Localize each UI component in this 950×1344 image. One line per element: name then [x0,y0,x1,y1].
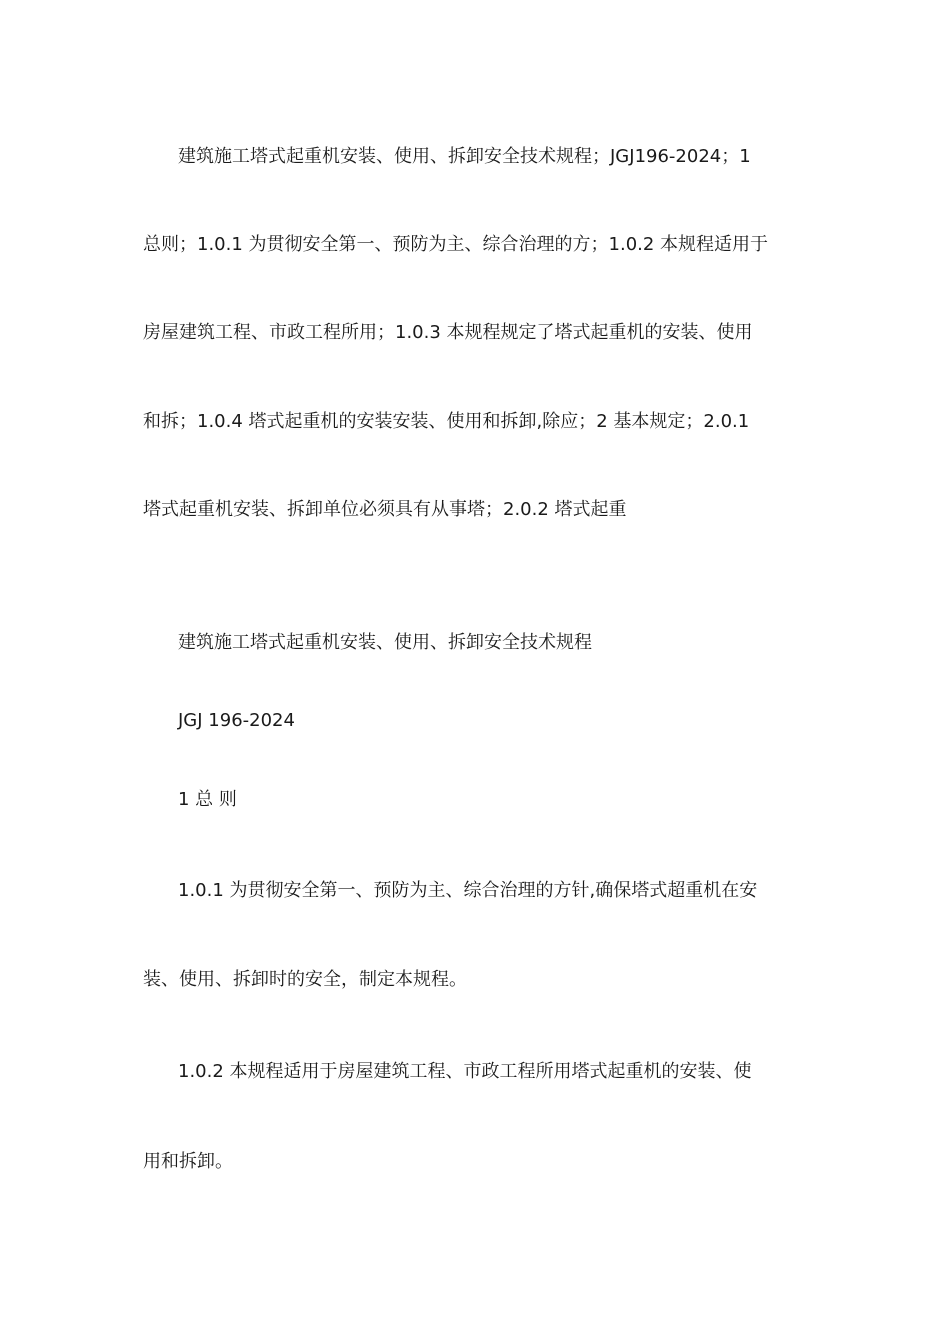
standard-code: JGJ 196-2024 [178,710,295,731]
clause-1-0-1-line-1: 1.0.1 为贯彻安全第一、预防为主、综合治理的方针,确保塔式超重机在安 [178,880,758,901]
clause-1-0-2-line-1: 1.0.2 本规程适用于房屋建筑工程、市政工程所用塔式起重机的安装、使 [178,1061,752,1082]
summary-line-2: 总则；1.0.1 为贯彻安全第一、预防为主、综合治理的方；1.0.2 本规程适用于 [143,234,769,255]
clause-1-0-1-line-2: 装、使用、拆卸时的安全，制定本规程。 [143,969,467,990]
summary-line-5: 塔式起重机安装、拆卸单位必须具有从事塔；2.0.2 塔式起重 [143,499,627,520]
chapter-heading: 1 总 则 [178,789,237,810]
summary-line-4: 和拆；1.0.4 塔式起重机的安装安装、使用和拆卸,除应；2 基本规定；2.0.1 [143,411,750,432]
summary-line-1: 建筑施工塔式起重机安装、使用、拆卸安全技术规程；JGJ196-2024；1 [178,146,751,167]
summary-line-3: 房屋建筑工程、市政工程所用；1.0.3 本规程规定了塔式起重机的安装、使用 [143,322,753,343]
document-title: 建筑施工塔式起重机安装、使用、拆卸安全技术规程 [178,632,592,653]
clause-1-0-2-line-2: 用和拆卸。 [143,1151,233,1172]
